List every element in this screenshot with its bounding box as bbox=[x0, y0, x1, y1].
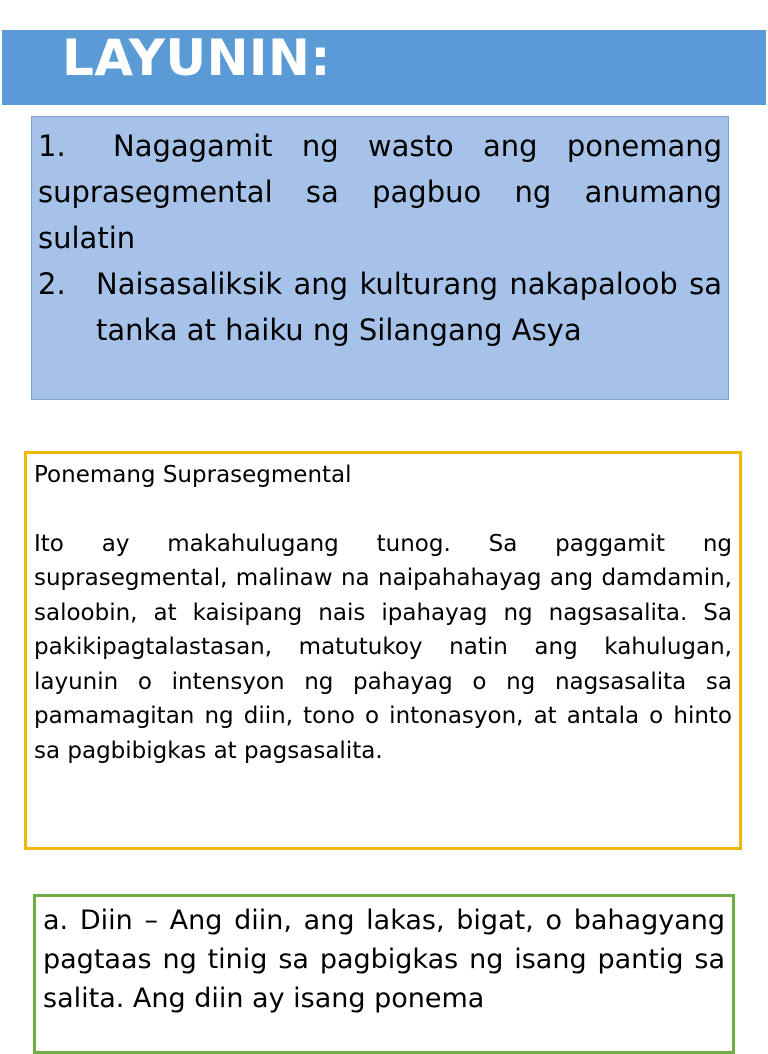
objective-item bbox=[38, 261, 722, 353]
objective-number: 2. bbox=[38, 267, 66, 301]
objective-text: Nagagamit ng wasto ang ponemang suprasegmental sa pagbuo ng anumang sulatin bbox=[38, 129, 723, 255]
page-title: LAYUNIN: bbox=[62, 29, 331, 87]
ponema-body: Ito ay makahulugang tunog. Sa paggamit ng suprasegmental, malinaw na naipahahayag ang damdamin, saloobin, at kaisipang nais ipahayag ng nagsasalita. Sa pakikipagtalastasan, matutukoy natin ang kahulugan, layunin o intensyon ng pahayag o ng nagsasalita sa pamamagitan ng diin, tono o intonasyon, at antala o hinto sa pagbibigkas at pagsasalita. bbox=[34, 530, 732, 764]
diin-body: a. Diin – Ang diin, ang lakas, bigat, o bahagyang pagtaas ng tinig sa pagbigkas ng isang pantig sa salita. Ang diin ay isang ponema bbox=[43, 905, 725, 1014]
objective-text: Naisasaliksik ang kulturang nakapaloob sa tanka at haiku ng Silangang Asya bbox=[96, 267, 722, 347]
ponema-heading: Ponemang Suprasegmental bbox=[34, 462, 352, 488]
objectives-box bbox=[31, 116, 729, 400]
objective-number: 1. bbox=[38, 129, 66, 163]
ponema-box bbox=[24, 451, 742, 850]
diin-box bbox=[33, 894, 735, 1054]
objective-item bbox=[38, 123, 722, 261]
